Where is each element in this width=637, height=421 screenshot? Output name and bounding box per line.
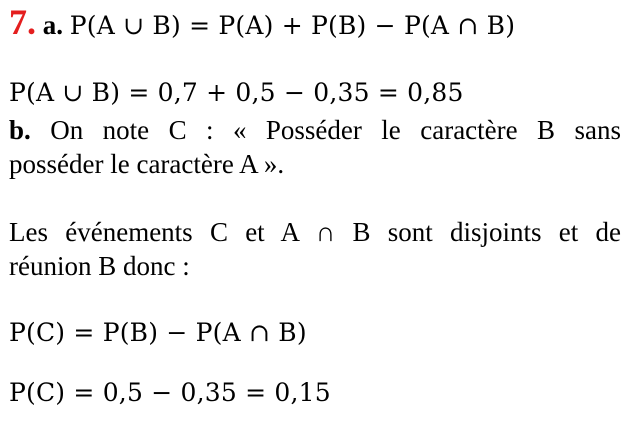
part-b-computation: P(C) = 0,5 − 0,35 = 0,15 (9, 378, 331, 407)
exercise-number: 7. (9, 2, 36, 42)
part-b-label: b. (9, 115, 31, 145)
part-b-line2: posséder le caractère A ». (9, 149, 285, 179)
exercise-heading-line (9, 4, 515, 41)
part-a-formula: P(A ∪ B) = P(A) + P(B) − P(A ∩ B) (69, 11, 516, 40)
disjoint-line1: Les événements C et A ∩ B sont disjoints et de (9, 217, 621, 247)
part-a-computation: P(A ∪ B) = 0,7 + 0,5 − 0,35 = 0,85 (9, 78, 464, 107)
disjoint-line2: réunion B donc : (9, 251, 190, 281)
part-a-label: a. (42, 10, 63, 40)
part-b-line1: On note C : « Posséder le caractère B sans (50, 115, 621, 145)
part-b-first-line (9, 113, 621, 147)
part-b-statement (9, 113, 621, 181)
disjoint-paragraph (9, 215, 621, 283)
part-b-formula: P(C) = P(B) − P(A ∩ B) (9, 318, 307, 347)
